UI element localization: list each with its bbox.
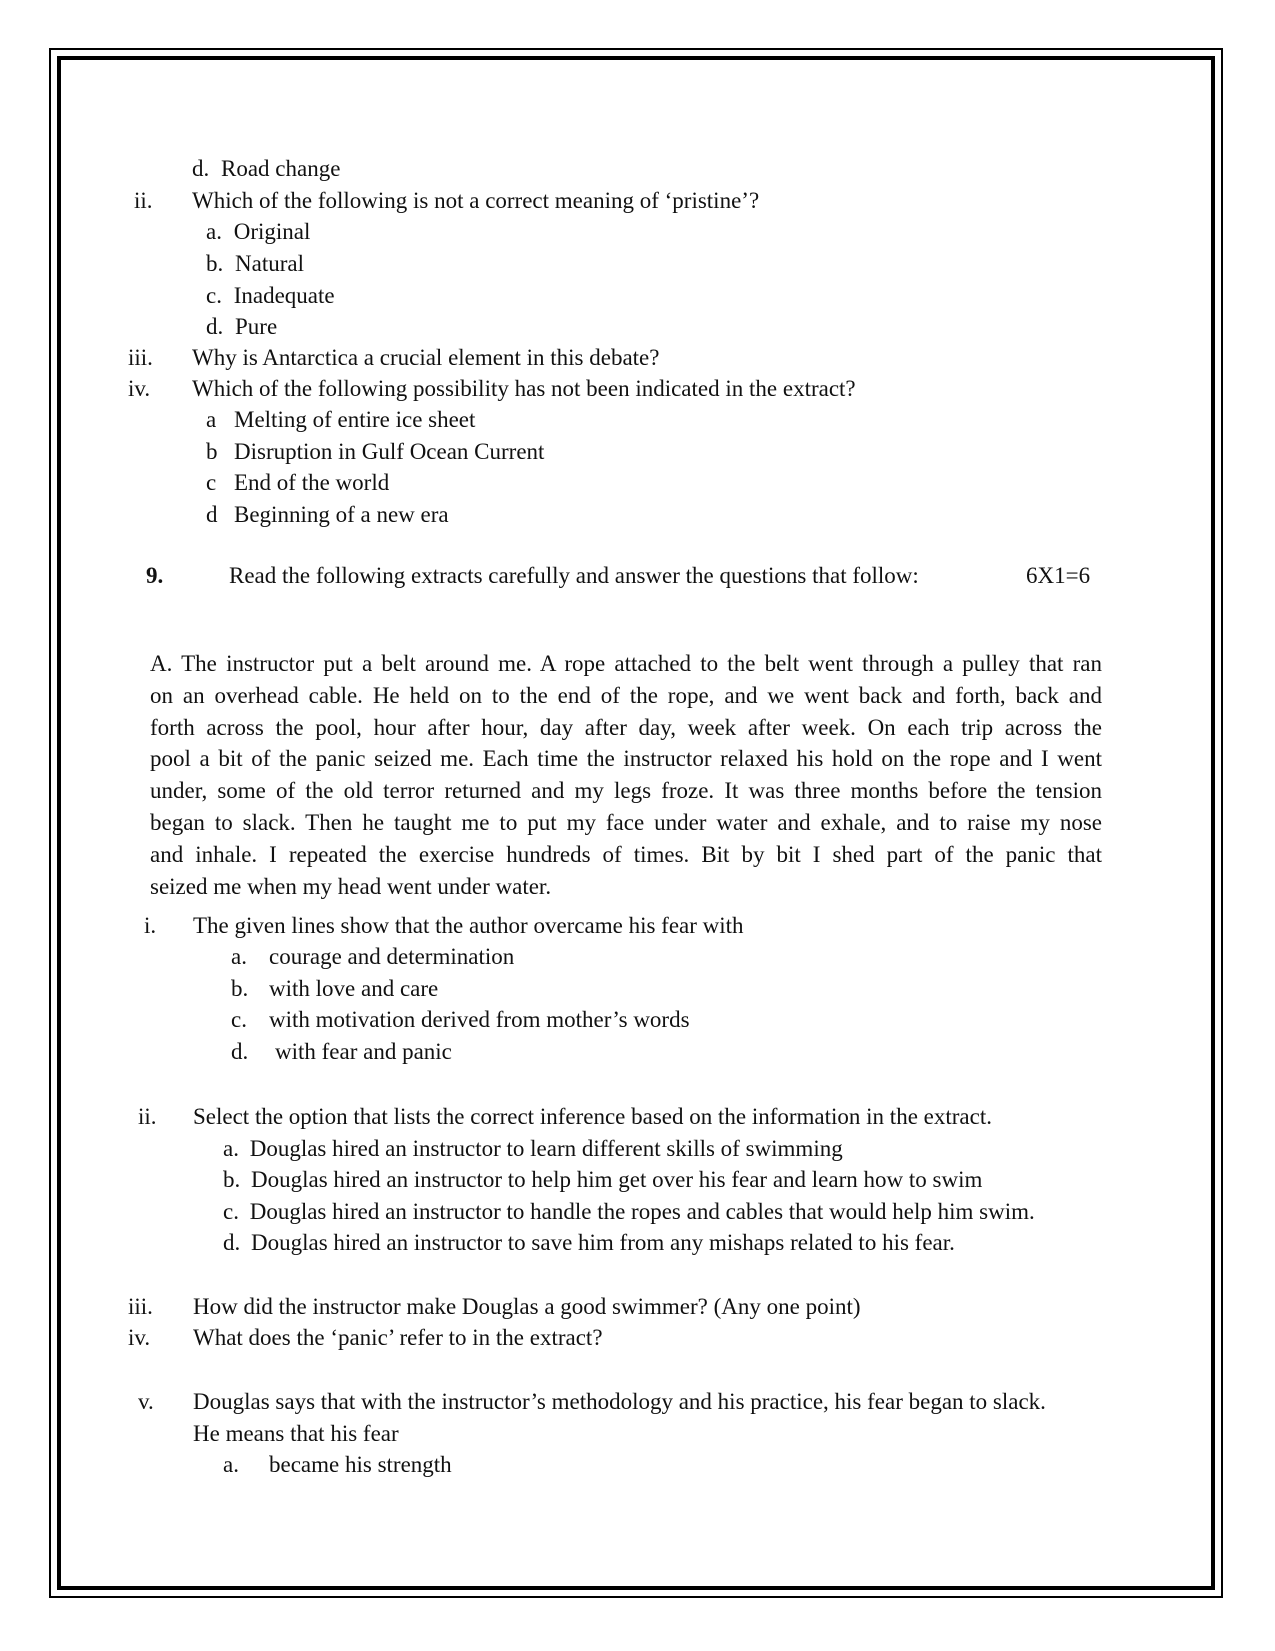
option-label: b. (206, 251, 224, 276)
option-text: Beginning of a new era (234, 502, 449, 527)
extract-line: A. The instructor put a belt around me. A rope attached to the belt went through a pulley that ran (150, 651, 1102, 676)
option-text: became his strength (269, 1452, 452, 1477)
question-text: Douglas says that with the instructor’s methodology and his practice, his fear began to slack. (193, 1389, 1046, 1414)
option-label: a. (206, 219, 222, 244)
option-d (206, 313, 277, 341)
question-text: What does the ‘panic’ refer to in the extract? (193, 1325, 603, 1350)
option-text: Douglas hired an instructor to learn different skills of swimming (249, 1136, 843, 1161)
option-label: b. (231, 976, 249, 1001)
option-label: c (206, 470, 217, 495)
option-c (231, 1006, 690, 1034)
question-text: How did the instructor make Douglas a good swimmer? (Any one point) (193, 1294, 861, 1319)
extract-line: and inhale. I repeated the exercise hundreds of times. Bit by bit I shed part of the panic that (150, 841, 1102, 867)
extract-line: forth across the pool, hour after hour, day after day, week after week. On each trip across the (150, 714, 1102, 740)
question-text: Select the option that lists the correct inference based on the information in the extract. (193, 1104, 992, 1129)
question-text: Which of the following is not a correct meaning of ‘pristine’? (192, 188, 760, 213)
extract-line: began to slack. Then he taught me to put my face under water and exhale, and to raise my nose (150, 809, 1102, 835)
question-text-continued: He means that his fear (193, 1421, 399, 1446)
extract-paragraph (150, 648, 1102, 902)
question-number: iv. (128, 376, 151, 401)
option-a (206, 218, 310, 246)
option-a (223, 1135, 843, 1163)
option-a (223, 1451, 452, 1479)
question-number: i. (144, 913, 157, 938)
option-label: a. (223, 1452, 239, 1477)
option-label: d. (223, 1230, 241, 1255)
option-d (192, 155, 340, 183)
option-text: Melting of entire ice sheet (234, 407, 476, 432)
option-text: Road change (221, 156, 341, 181)
option-b (231, 975, 438, 1003)
option-text: Douglas hired an instructor to save him from any mishaps related to his fear. (251, 1230, 955, 1255)
option-label: c. (231, 1007, 247, 1032)
option-text: courage and determination (269, 944, 515, 969)
extract-line: under, some of the old terror returned and my legs froze. It was three months before the tension (150, 778, 1102, 804)
option-label: b (206, 439, 218, 464)
question-text: Why is Antarctica a crucial element in this debate? (192, 345, 660, 370)
option-text: with fear and panic (275, 1039, 452, 1064)
question-number: iii. (128, 345, 153, 370)
option-text: Inadequate (233, 283, 335, 308)
question-text: Which of the following possibility has not been indicated in the extract? (192, 376, 856, 401)
extract-line: pool a bit of the panic seized me. Each time the instructor relaxed his hold on the rope and I went (150, 746, 1102, 772)
option-text: Original (233, 219, 311, 244)
option-text: Pure (235, 314, 278, 339)
option-label: a. (223, 1136, 239, 1161)
option-c (206, 282, 335, 310)
question-number: iii. (128, 1294, 153, 1319)
extract-line: on an overhead cable. He held on to the end of the rope, and we went back and forth, back and (150, 682, 1102, 708)
option-d (231, 1038, 452, 1066)
option-label: d. (231, 1039, 249, 1064)
question-text: The given lines show that the author overcame his fear with (193, 913, 744, 938)
option-c (206, 469, 389, 497)
question-number: ii. (134, 188, 153, 213)
option-text: with motivation derived from mother’s words (269, 1007, 690, 1032)
extract-line: seized me when my head went under water. (150, 873, 552, 899)
option-text: with love and care (269, 976, 439, 1001)
option-text: Natural (235, 251, 304, 276)
question-number: 9. (146, 563, 164, 588)
option-c (223, 1198, 1035, 1226)
option-d (206, 501, 449, 529)
option-d (223, 1229, 955, 1257)
option-label: c. (223, 1199, 239, 1224)
option-label: a (206, 407, 217, 432)
option-text: End of the world (234, 470, 390, 495)
option-label: c. (206, 283, 222, 308)
option-label: d (206, 502, 218, 527)
question-number: iv. (128, 1325, 151, 1350)
option-label: d. (206, 314, 224, 339)
option-label: b. (223, 1167, 241, 1192)
option-label: d. (192, 156, 210, 181)
option-a (206, 406, 475, 434)
option-label: a. (231, 944, 247, 969)
option-a (231, 943, 514, 971)
question-number: ii. (138, 1104, 157, 1129)
option-b (206, 438, 544, 466)
option-text: Douglas hired an instructor to handle the ropes and cables that would help him swim. (249, 1199, 1035, 1224)
option-b (223, 1166, 982, 1194)
marks-label: 6X1=6 (1026, 563, 1091, 588)
option-text: Disruption in Gulf Ocean Current (234, 439, 545, 464)
option-b (206, 250, 304, 278)
question-number: v. (138, 1389, 154, 1414)
option-text: Douglas hired an instructor to help him get over his fear and learn how to swim (251, 1167, 983, 1192)
question-instruction: Read the following extracts carefully and answer the questions that follow: (229, 563, 919, 588)
